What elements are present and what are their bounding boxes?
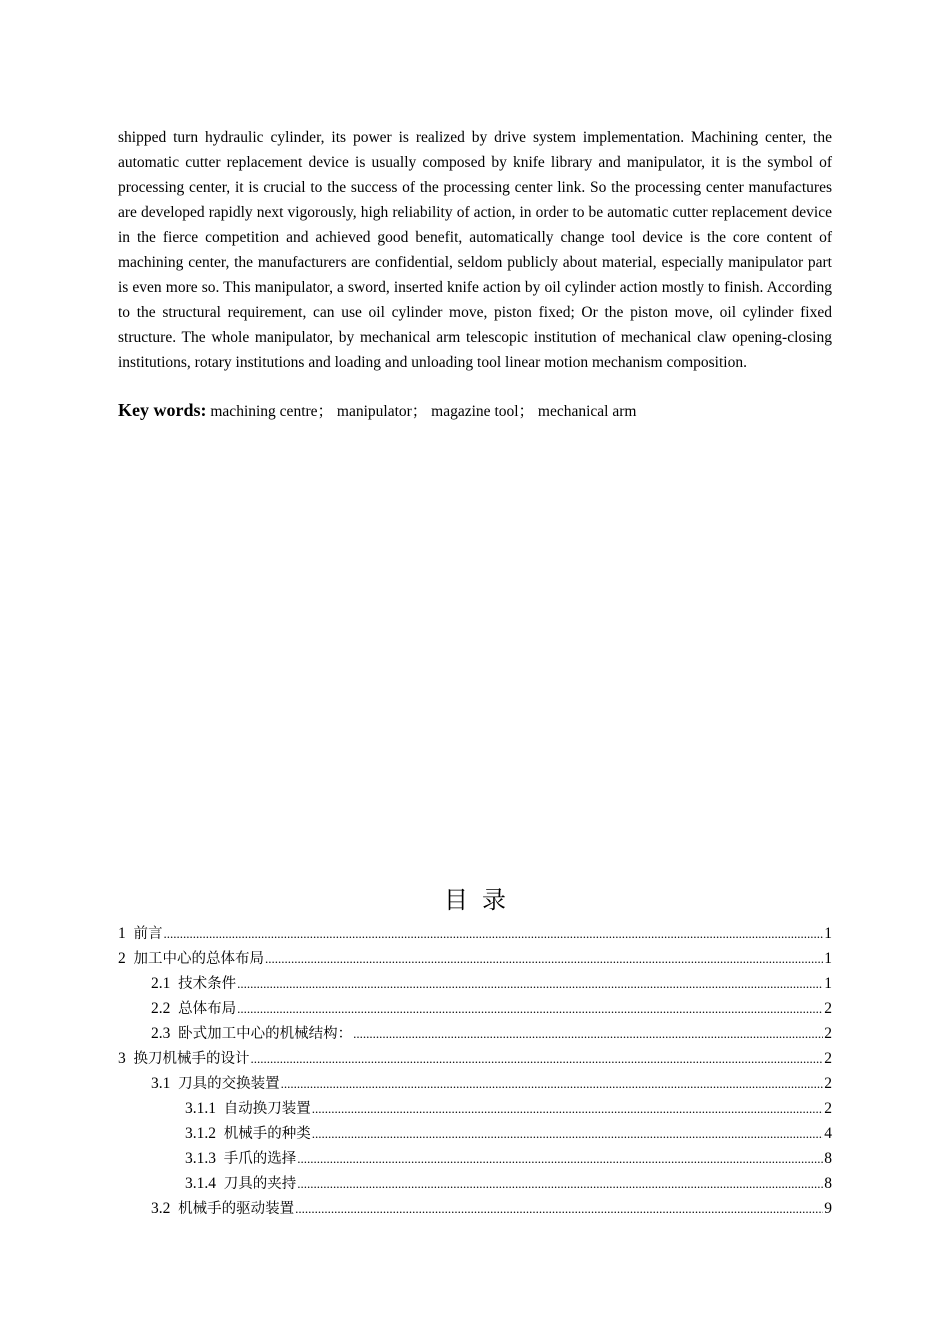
toc-entry[interactable] bbox=[118, 1171, 832, 1196]
toc-entry-title: 前言 bbox=[133, 926, 163, 942]
toc-entry-page: 4 bbox=[824, 1125, 832, 1142]
toc-entry[interactable] bbox=[118, 1046, 832, 1071]
toc-entry-title: 机械手的驱动装置 bbox=[178, 1201, 295, 1217]
toc-entry-title: 技术条件 bbox=[178, 976, 237, 992]
toc-entry-number: 2.1 bbox=[151, 975, 179, 992]
toc-entry-page: 2 bbox=[824, 1050, 832, 1067]
toc-leader-dots bbox=[312, 1121, 824, 1146]
toc-entry[interactable] bbox=[118, 921, 832, 946]
toc-entry-title: 换刀机械手的设计 bbox=[133, 1051, 250, 1067]
toc-entry-page: 2 bbox=[824, 1025, 832, 1042]
keywords-label: Key words: bbox=[118, 400, 207, 420]
toc-entry-number: 2 bbox=[118, 950, 134, 967]
toc-entry-page: 1 bbox=[824, 975, 832, 992]
toc-entry-page: 2 bbox=[824, 1100, 832, 1117]
toc-entry-title: 自动换刀装置 bbox=[223, 1101, 311, 1117]
toc-entry-number: 3.1.3 bbox=[185, 1150, 224, 1167]
toc-entry-number: 2.2 bbox=[151, 1000, 179, 1017]
table-of-contents bbox=[118, 921, 832, 1221]
toc-entry-number: 3.1.1 bbox=[185, 1100, 224, 1117]
toc-leader-dots bbox=[265, 946, 823, 971]
toc-entry-number: 3.1.2 bbox=[185, 1125, 224, 1142]
toc-title-text: 目录 bbox=[444, 886, 520, 914]
toc-leader-dots bbox=[251, 1046, 824, 1071]
toc-leader-dots bbox=[164, 921, 824, 946]
toc-entry-number: 3 bbox=[118, 1050, 134, 1067]
toc-entry-page: 9 bbox=[824, 1200, 832, 1217]
toc-leader-dots bbox=[295, 1196, 823, 1221]
toc-leader-dots bbox=[237, 996, 823, 1021]
toc-entry[interactable] bbox=[118, 1146, 832, 1171]
toc-entry-title: 机械手的种类 bbox=[223, 1126, 311, 1142]
toc-entry-number: 1 bbox=[118, 925, 134, 942]
keywords-text: machining centre； manipulator； magazine tool； mechanical arm bbox=[206, 403, 637, 420]
toc-entry[interactable] bbox=[118, 1071, 832, 1096]
toc-entry-title: 卧式加工中心的机械结构： bbox=[178, 1026, 353, 1042]
toc-entry[interactable] bbox=[118, 1196, 832, 1221]
toc-entry[interactable] bbox=[118, 946, 832, 971]
toc-entry-title: 手爪的选择 bbox=[223, 1151, 297, 1167]
toc-entry-page: 2 bbox=[824, 1075, 832, 1092]
toc-entry-title: 刀具的夹持 bbox=[223, 1176, 297, 1192]
toc-leader-dots bbox=[353, 1021, 823, 1046]
toc-leader-dots bbox=[237, 971, 823, 996]
toc-entry[interactable] bbox=[118, 1121, 832, 1146]
toc-entry-number: 3.2 bbox=[151, 1200, 179, 1217]
toc-entry-number: 3.1.4 bbox=[185, 1175, 224, 1192]
toc-entry-title: 刀具的交换装置 bbox=[178, 1076, 280, 1092]
keywords-line bbox=[118, 398, 832, 424]
toc-entry-page: 1 bbox=[824, 925, 832, 942]
toc-entry[interactable] bbox=[118, 1096, 832, 1121]
abstract-body: shipped turn hydraulic cylinder, its power is realized by drive system implementation. Machining center, the automatic cutter replacement device is usually composed by knife library and manipulator, it is the symbol of processing center, it is crucial to the success of the processing center link. So the processing center manufactures are developed rapidly next vigorously, high reliability of action, in order to be automatic cutter replacement device in the fierce competition and achieved good benefit, automatically change tool device is the core content of machining center, the manufacturers are confidential, seldom publicly about material, especially manipulator part is even more so. This manipulator, a sword, inserted knife action by oil cylinder action mostly to finish. According to the structural requirement, can use oil cylinder move, piston fixed; Or the piston move, oil cylinder fixed structure. The whole manipulator, by mechanical arm telescopic institution of mechanical claw opening-closing institutions, rotary institutions and loading and unloading tool linear motion mechanism composition. bbox=[118, 129, 832, 371]
toc-leader-dots bbox=[312, 1096, 824, 1121]
toc-entry-page: 1 bbox=[824, 950, 832, 967]
toc-leader-dots bbox=[281, 1071, 824, 1096]
toc-entry-number: 3.1 bbox=[151, 1075, 179, 1092]
toc-entry-page: 2 bbox=[824, 1000, 832, 1017]
toc-entry[interactable] bbox=[118, 996, 832, 1021]
toc-entry-number: 2.3 bbox=[151, 1025, 179, 1042]
toc-entry-page: 8 bbox=[824, 1175, 832, 1192]
toc-leader-dots bbox=[297, 1171, 823, 1196]
toc-entry-page: 8 bbox=[824, 1150, 832, 1167]
toc-entry[interactable] bbox=[118, 971, 832, 996]
toc-entry-title: 总体布局 bbox=[178, 1001, 237, 1017]
toc-entry[interactable] bbox=[118, 1021, 832, 1046]
toc-leader-dots bbox=[297, 1146, 823, 1171]
toc-entry-title: 加工中心的总体布局 bbox=[133, 951, 264, 967]
toc-title bbox=[0, 880, 950, 915]
